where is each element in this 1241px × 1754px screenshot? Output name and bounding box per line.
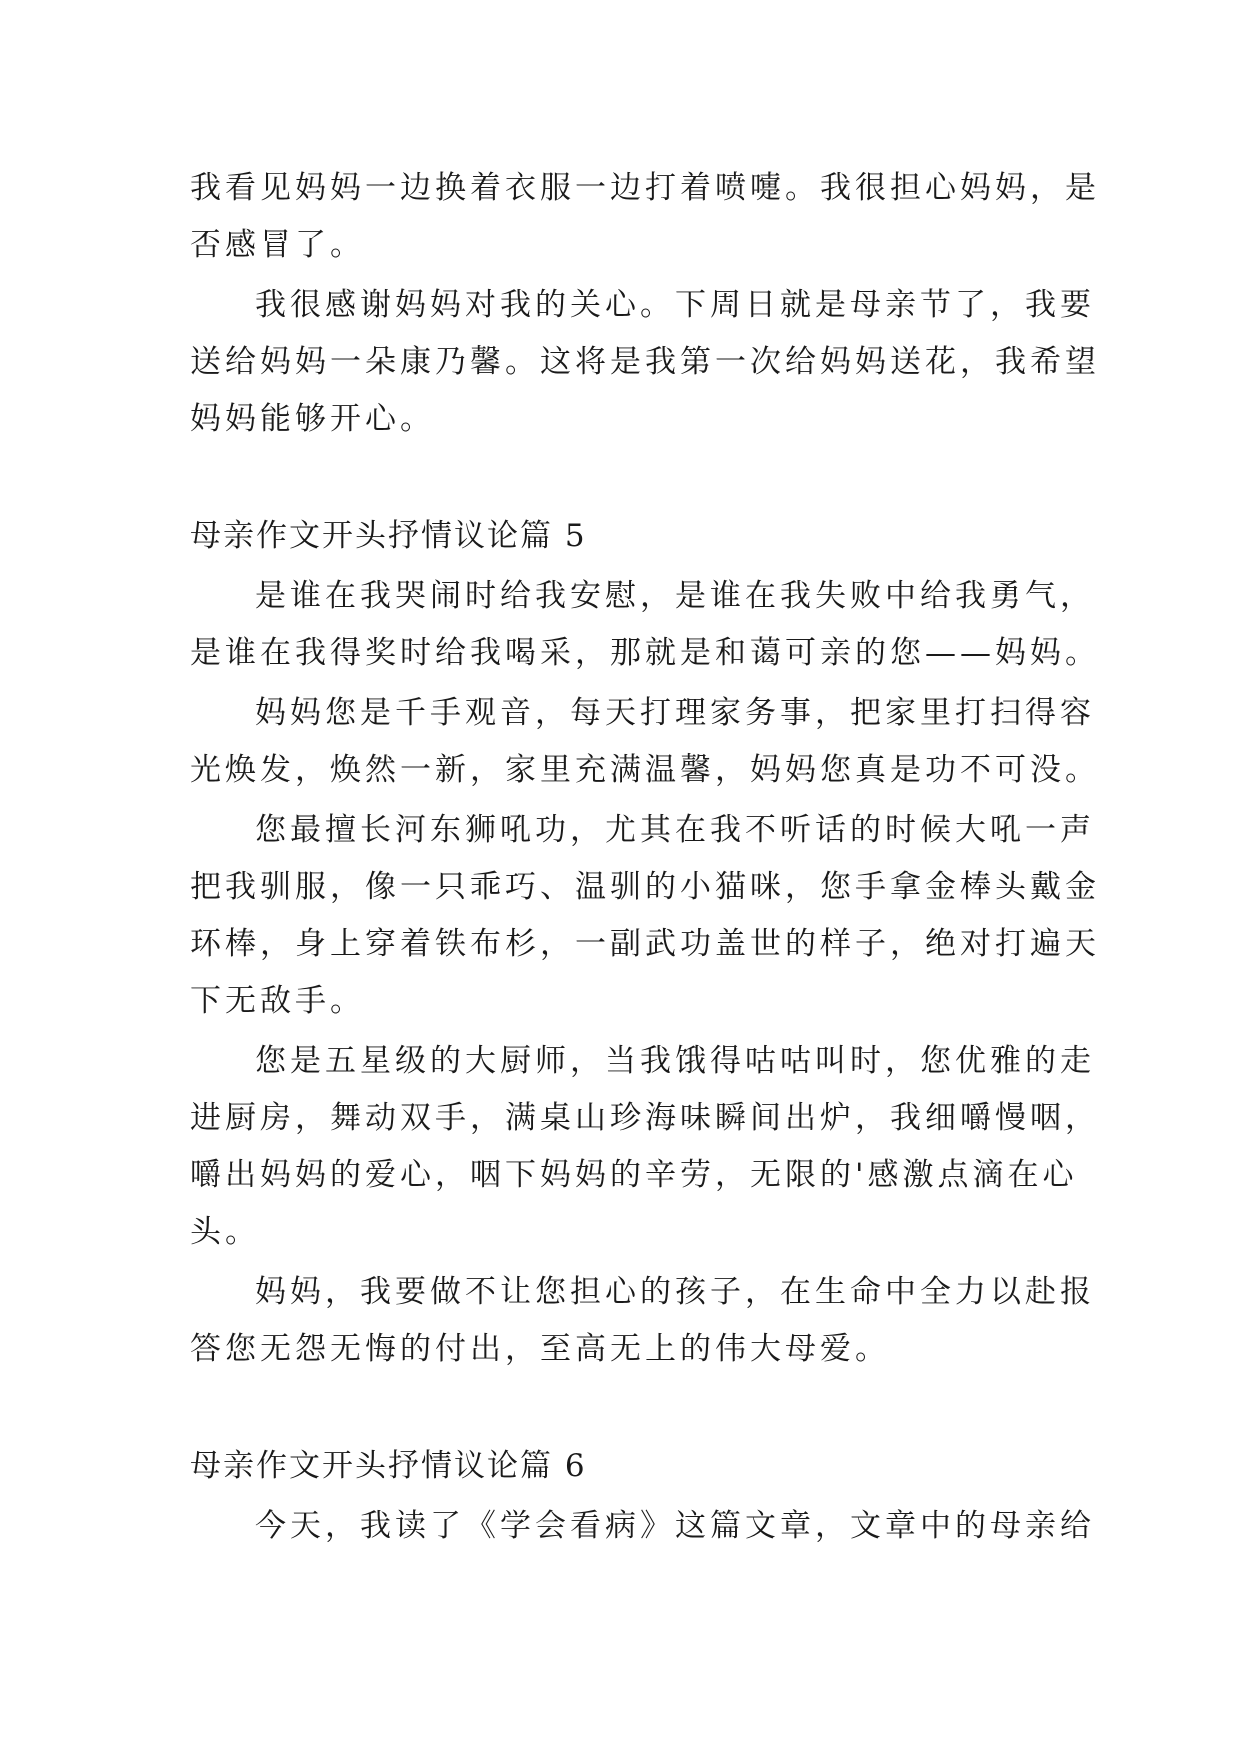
- paragraph-line: 您最擅长河东狮吼功，尤其在我不听话的时候大吼一声: [255, 812, 1095, 848]
- paragraph-line: 光焕发，焕然一新，家里充满温馨，妈妈您真是功不可没。: [190, 752, 1100, 788]
- section-heading: 母亲作文开头抒情议论篇 5: [190, 518, 587, 554]
- section-heading: 母亲作文开头抒情议论篇 6: [190, 1448, 587, 1484]
- paragraph-line: 我很感谢妈妈对我的关心。下周日就是母亲节了，我要: [255, 287, 1095, 323]
- paragraph-line: 否感冒了。: [190, 227, 365, 263]
- paragraph-line: 妈妈能够开心。: [190, 401, 435, 437]
- paragraph-line: 您是五星级的大厨师，当我饿得咕咕叫时，您优雅的走: [255, 1043, 1095, 1079]
- paragraph-line: 嚼出妈妈的爱心，咽下妈妈的辛劳，无限的'感激点滴在心: [190, 1157, 1078, 1193]
- paragraph-line: 是谁在我得奖时给我喝采，那就是和蔼可亲的您——妈妈。: [190, 635, 1100, 671]
- paragraph-line: 是谁在我哭闹时给我安慰，是谁在我失败中给我勇气，: [255, 578, 1095, 614]
- paragraph-line: 妈妈您是千手观音，每天打理家务事，把家里打扫得容: [255, 695, 1095, 731]
- paragraph-line: 进厨房，舞动双手，满桌山珍海味瞬间出炉，我细嚼慢咽，: [190, 1100, 1100, 1136]
- paragraph-line: 今天，我读了《学会看病》这篇文章，文章中的母亲给: [255, 1508, 1095, 1544]
- paragraph-line: 妈妈，我要做不让您担心的孩子，在生命中全力以赴报: [255, 1274, 1095, 1310]
- paragraph-line: 头。: [190, 1214, 260, 1250]
- paragraph-line: 答您无怨无悔的付出，至高无上的伟大母爱。: [190, 1331, 890, 1367]
- paragraph-line: 送给妈妈一朵康乃馨。这将是我第一次给妈妈送花，我希望: [190, 344, 1100, 380]
- paragraph-line: 环棒，身上穿着铁布杉，一副武功盖世的样子，绝对打遍天: [190, 926, 1100, 962]
- paragraph-line: 把我驯服，像一只乖巧、温驯的小猫咪，您手拿金棒头戴金: [190, 869, 1100, 905]
- paragraph-line: 我看见妈妈一边换着衣服一边打着喷嚏。我很担心妈妈，是: [190, 170, 1100, 206]
- paragraph-line: 下无敌手。: [190, 983, 365, 1019]
